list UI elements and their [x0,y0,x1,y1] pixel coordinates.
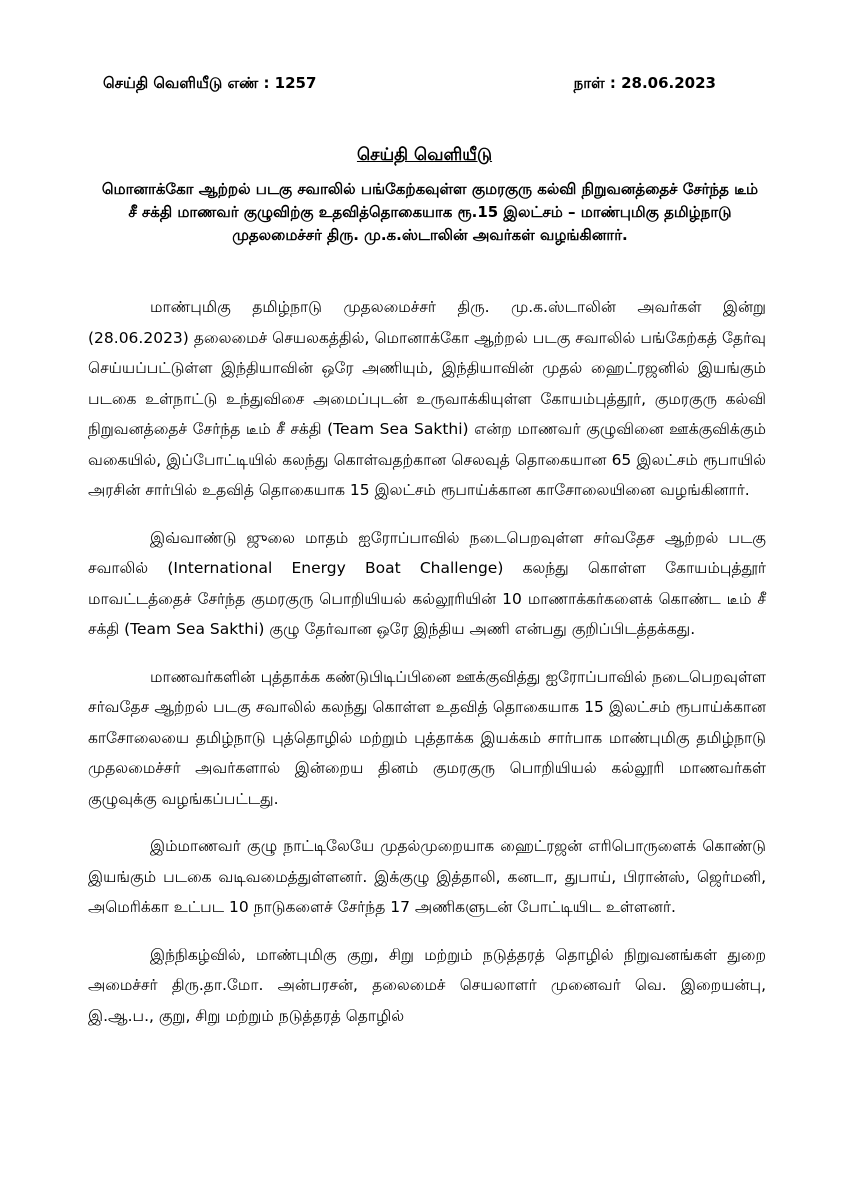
paragraph-3: மாணவர்களின் புத்தாக்க கண்டுபிடிப்பினை ஊக்குவித்து ஐரோப்பாவில் நடைபெறவுள்ள சர்வதேச ஆற்றல் படகு சவாலில் கலந்து கொள்ள உதவித் தொகையாக 15 இலட்சம் ரூபாய்க்கான காசோலையை தமிழ்நாடு புத்தொழில் மற்றும் புத்தாக்க இயக்கம் சார்பாக மாண்புமிகு தமிழ்நாடு முதலமைச்சர் அவர்களால் இன்றைய தினம் குமரகுரு பொறியியல் கல்லூரி மாணவர்கள் குழுவுக்கு வழங்கப்பட்டது. [88,667,766,808]
paragraph-4: இம்மாணவர் குழு நாட்டிலேயே முதல்முறையாக ஹைட்ரஜன் எரிபொருளைக் கொண்டு இயங்கும் படகை வடிவமைத்துள்ளனர். இக்குழு இத்தாலி, கனடா, துபாய், பிரான்ஸ், ஜெர்மனி, அமெரிக்கா உட்பட 10 நாடுகளைச் சேர்ந்த 17 அணிகளுடன் போட்டியிட உள்ளனர். [88,837,766,916]
release-number: செய்தி வெளியீடு எண் : 1257 [103,74,317,92]
body-text [88,292,766,1048]
paragraph-2: இவ்வாண்டு ஜுலை மாதம் ஐரோப்பாவில் நடைபெறவுள்ள சர்வதேச ஆற்றல் படகு சவாலில் (International Energy Boat Challenge) கலந்து கொள்ள கோயம்புத்தூர் மாவட்டத்தைச் சேர்ந்த குமரகுரு பொறியியல் கல்லூரியின் 10 மாணாக்கர்களைக் கொண்ட டீம் சீ சக்தி (Team Sea Sakthi) குழு தேர்வான ஒரே இந்திய அணி என்பது குறிப்பிடத்தக்கது. [88,528,766,638]
page-title: செய்தி வெளியீடு [356,145,493,165]
paragraph-5: இந்நிகழ்வில், மாண்புமிகு குறு, சிறு மற்றும் நடுத்தரத் தொழில் நிறுவனங்கள் துறை அமைச்சர் திரு.தா.மோ. அன்பரசன், தலைமைச் செயலாளர் முனைவர் வெ. இறையன்பு, இ.ஆ.ப., குறு, சிறு மற்றும் நடுத்தரத் தொழில் [88,945,766,1025]
paragraph-1: மாண்புமிகு தமிழ்நாடு முதலமைச்சர் திரு. மு.க.ஸ்டாலின் அவர்கள் இன்று (28.06.2023) தலைமைச் செயலகத்தில், மொனாக்கோ ஆற்றல் படகு சவாலில் பங்கேற்கத் தேர்வு செய்யப்பட்டுள்ள இந்தியாவின் ஒரே அணியும், இந்தியாவின் முதல் ஹைட்ரஜனில் இயங்கும் படகை உள்நாட்டு உந்துவிசை அமைப்புடன் உருவாக்கியுள்ள கோயம்புத்தூர், குமரகுரு கல்வி நிறுவனத்தைச் சேர்ந்த டீம் சீ சக்தி (Team Sea Sakthi) என்ற மாணவர் குழுவினை ஊக்குவிக்கும் வகையில், இப்போட்டியில் கலந்து கொள்வதற்கான செலவுத் தொகையான 65 இலட்சம் ரூபாயில் அரசின் சார்பில் உதவித் தொகையாக 15 இலட்சம் ரூபாய்க்கான காசோலையினை வழங்கினார். [88,298,766,499]
release-date: நாள் : 28.06.2023 [573,74,716,92]
headline: மொனாக்கோ ஆற்றல் படகு சவாலில் பங்கேற்கவுள்ள குமரகுரு கல்வி நிறுவனத்தைச் சேர்ந்த டீம் சீ சக்தி மாணவர் குழுவிற்கு உதவித்தொகையாக ரூ.15 இலட்சம் – மாண்புமிகு தமிழ்நாடு முதலமைச்சர் திரு. மு.க.ஸ்டாலின் அவர்கள் வழங்கினார். [101,180,759,244]
